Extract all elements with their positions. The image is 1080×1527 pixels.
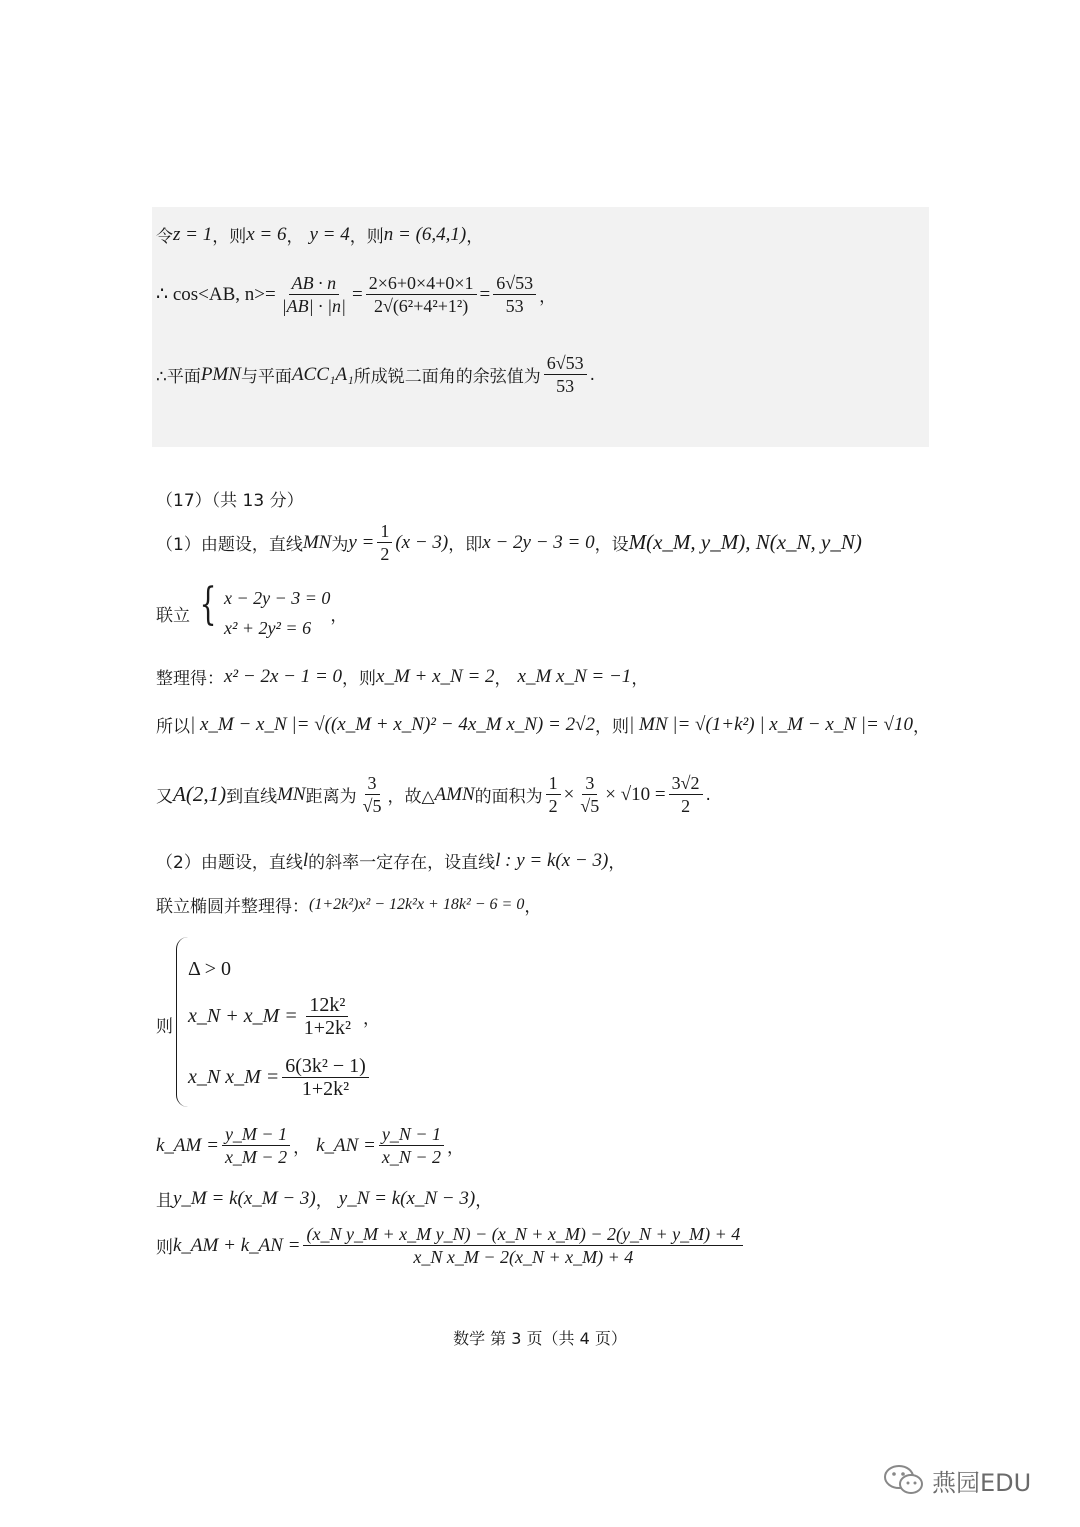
text: . <box>705 784 711 805</box>
fraction <box>360 772 385 817</box>
fraction-denominator: x_N − 2 <box>381 1147 442 1167</box>
math: k_AM + k_AN = <box>173 1234 301 1256</box>
text: ， <box>494 669 512 689</box>
q17-ellipse-line <box>156 892 541 917</box>
text: ，故△ <box>387 787 435 807</box>
system-then-label <box>156 1012 173 1037</box>
solution-line-3 <box>156 352 595 397</box>
text: 为 <box>331 535 349 555</box>
text: （1）由题设，直线 <box>156 535 303 555</box>
math: × √10 = <box>605 783 666 805</box>
q17-distance-line <box>156 712 930 737</box>
text: 的斜率一定存在，设直线 <box>308 853 496 873</box>
text: ，则 <box>349 227 384 247</box>
text: ， <box>912 717 930 737</box>
math: M(x_M, y_M), N(x_N, y_N) <box>628 530 862 554</box>
fraction-sum <box>303 1223 743 1268</box>
fraction <box>546 772 561 817</box>
text: 联立 <box>156 605 190 626</box>
text: 与平面 <box>240 367 292 387</box>
math: l <box>302 849 309 871</box>
q17-sum-line <box>156 1223 746 1268</box>
text: ， <box>330 605 348 626</box>
fraction-denominator: √5 <box>362 796 382 816</box>
text: ∴平面 <box>156 367 201 387</box>
fraction-numerator: (x_N y_M + x_M y_N) − (x_N + x_M) − 2(y_N + y_M) + 4 <box>303 1223 743 1246</box>
fraction-denominator: 1+2k² <box>301 1078 350 1100</box>
text: ， <box>608 853 626 873</box>
text: ，设 <box>594 535 629 555</box>
fraction <box>282 1055 369 1100</box>
q17-area-line <box>156 772 711 817</box>
text: . <box>589 364 596 385</box>
math: x − 2y − 3 = 0 <box>482 531 595 553</box>
wechat-icon <box>882 1462 926 1498</box>
text: ， <box>363 1009 381 1029</box>
q17-part1-line <box>156 520 862 565</box>
watermark-text: 燕园EDU <box>932 1468 1032 1497</box>
fraction-numerator: 1 <box>546 772 561 795</box>
fraction-denominator: 2 <box>380 544 390 564</box>
times: × <box>563 783 575 805</box>
math: x² − 2x − 1 = 0 <box>224 665 343 687</box>
fraction-denominator: |AB| · |n| <box>281 296 347 316</box>
text: ， <box>293 1138 311 1158</box>
fraction-result <box>669 772 703 817</box>
math: AMN <box>434 783 475 805</box>
fraction <box>301 994 354 1039</box>
heading-text: （17）（共 13 分） <box>156 491 304 511</box>
solution-line-2 <box>156 272 556 317</box>
fraction-denominator: x_M − 2 <box>224 1147 288 1167</box>
fraction <box>577 772 602 817</box>
fraction-numerator: 6(3k² − 1) <box>282 1055 369 1078</box>
math: MN <box>302 531 332 553</box>
math: y = <box>348 531 375 553</box>
fraction-dot-over-norms <box>279 272 349 317</box>
fraction-numerator: 12k² <box>306 994 348 1017</box>
math: (1+2k²)x² − 12k²x + 18k² − 6 = 0 <box>309 895 525 913</box>
text: 则 <box>156 1017 173 1037</box>
math: k_AM = <box>156 1134 219 1156</box>
text: 则 <box>156 1238 173 1258</box>
text: ，即 <box>448 535 483 555</box>
fraction-numerator: 6√53 <box>544 352 587 375</box>
fraction-denominator: 1+2k² <box>303 1017 352 1039</box>
math: x_M + x_N = 2 <box>376 665 495 687</box>
text: 令 <box>156 227 173 247</box>
equation-row: x² + 2y² = 6 <box>224 618 312 638</box>
fraction <box>379 1123 444 1168</box>
math: | MN |= √(1+k²) | x_M − x_N |= √10 <box>629 713 913 735</box>
text: ， <box>286 227 304 247</box>
text: ， <box>539 287 557 307</box>
solution-line-1 <box>156 222 483 247</box>
fraction-numerator: 1 <box>377 520 392 543</box>
text: 联立椭圆并整理得： <box>156 897 309 917</box>
fraction-denominator: 53 <box>505 296 524 316</box>
math: MN <box>277 783 306 805</box>
text: ， <box>631 669 649 689</box>
text: ， <box>475 1191 493 1211</box>
math: x_M x_N = −1 <box>517 665 632 687</box>
left-brace: { <box>199 579 217 630</box>
text: ，则 <box>342 669 377 689</box>
equation-row: x − 2y − 3 = 0 <box>224 588 331 608</box>
page-footer: 数学 第 3 页（共 4 页） <box>453 1329 627 1348</box>
fraction-numerator: y_N − 1 <box>379 1123 444 1146</box>
text: ，则 <box>212 227 247 247</box>
text: 距离为 <box>305 787 357 807</box>
q17-part2-line <box>156 848 625 873</box>
math: k_AN = <box>316 1134 376 1156</box>
text: ， <box>315 1191 333 1211</box>
text: ， <box>466 227 484 247</box>
fraction-numerator: 3 <box>582 772 597 795</box>
normal-vector: n = (6,4,1) <box>383 223 467 245</box>
system-row-3 <box>188 1055 372 1100</box>
fraction-denominator: 53 <box>556 376 575 396</box>
text: 所以 <box>156 717 190 737</box>
fraction-denominator: 2 <box>548 796 558 816</box>
fraction-numerator: 3√2 <box>669 772 703 795</box>
text: 的面积为 <box>474 787 543 807</box>
math: (x − 3) <box>395 531 449 553</box>
fraction-result <box>493 272 536 317</box>
fraction-numerator: 6√53 <box>493 272 536 295</box>
fraction-denominator: x_N x_M − 2(x_N + x_M) + 4 <box>413 1247 634 1267</box>
fraction-numerator: y_M − 1 <box>222 1123 290 1146</box>
math: z = 1 <box>173 223 213 245</box>
math: PMN <box>200 363 241 385</box>
math: y_M = k(x_M − 3) <box>173 1187 316 1209</box>
text: 所成锐二面角的余弦值为 <box>353 367 541 387</box>
q17-y-values-line <box>156 1186 492 1211</box>
math: y = 4 <box>309 223 350 245</box>
fraction <box>222 1123 290 1168</box>
fraction-numerator: 2×6+0×4+0×1 <box>366 272 477 295</box>
math: Δ > 0 <box>188 958 232 980</box>
fraction-denominator: 2 <box>681 796 691 816</box>
q17-heading <box>156 486 304 511</box>
text: （2）由题设，直线 <box>156 853 303 873</box>
fraction-result <box>544 352 587 397</box>
fraction-values <box>366 272 477 317</box>
system-row-1 <box>188 958 231 981</box>
math: x_N + x_M = <box>188 1005 298 1027</box>
equals: = <box>479 283 491 305</box>
fraction-numerator: AB · n <box>289 272 340 295</box>
text: 整理得： <box>156 669 224 689</box>
system-row-2 <box>188 994 380 1039</box>
fraction-denominator: 2√(6²+4²+1²) <box>373 296 469 316</box>
equation-system <box>194 579 331 643</box>
fraction-denominator: √5 <box>580 796 600 816</box>
math: ACC₁A₁ <box>291 363 354 385</box>
math: A(2,1) <box>173 782 227 806</box>
equals: = <box>352 283 363 305</box>
q17-simplify-line <box>156 664 648 689</box>
math: x = 6 <box>246 223 287 245</box>
text: 又 <box>156 787 173 807</box>
math: l : y = k(x − 3) <box>495 849 609 871</box>
q17-system-line <box>156 579 348 643</box>
text: 且 <box>156 1191 173 1211</box>
fraction-numerator: 3 <box>365 772 380 795</box>
fraction-half <box>377 520 392 565</box>
cos-expression: ∴ cos<AB, n>= <box>156 284 276 305</box>
math: | x_M − x_N |= √((x_M + x_N)² − 4x_M x_N) = 2√2 <box>190 713 596 735</box>
math: x_N x_M = <box>188 1066 280 1088</box>
text: ， <box>524 897 542 917</box>
q17-slopes-line <box>156 1123 464 1168</box>
watermark <box>882 1462 1031 1498</box>
text: ， <box>447 1138 465 1158</box>
text: ，则 <box>595 717 630 737</box>
math: y_N = k(x_N − 3) <box>338 1187 476 1209</box>
text: 到直线 <box>226 787 278 807</box>
